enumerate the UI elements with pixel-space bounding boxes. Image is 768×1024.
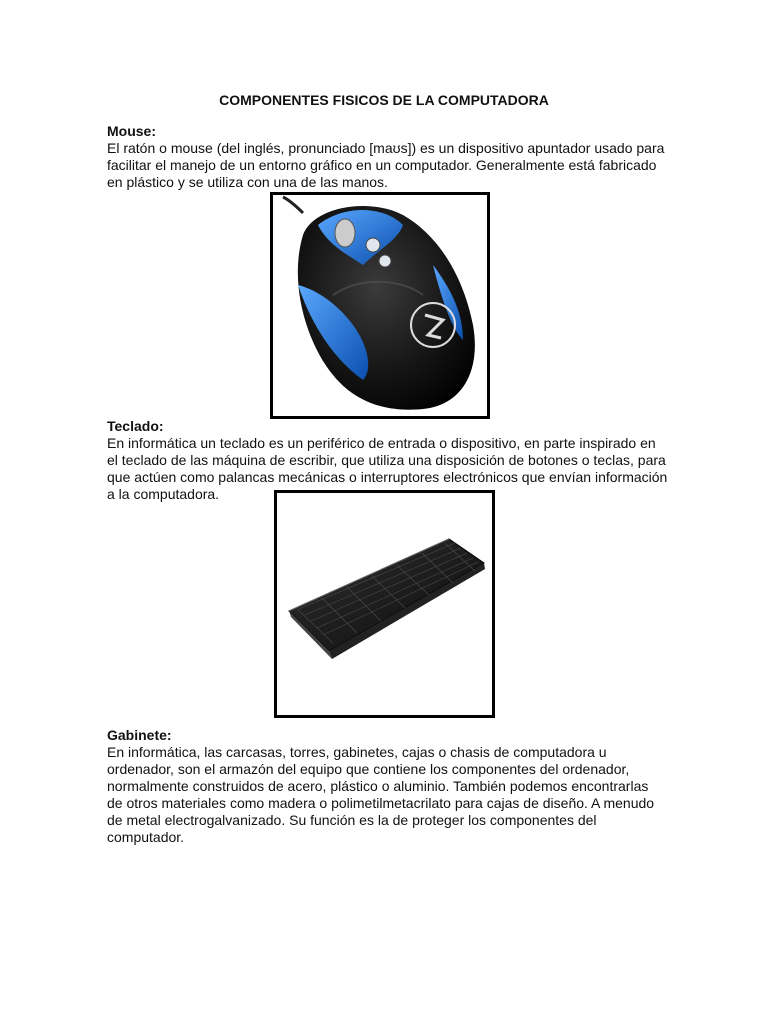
text-line: normalmente construidos de acero, plástico o aluminio. También podemos encontrarlas [107,778,649,794]
text-line: ordenador, son el armazón del equipo que contiene los componentes del ordenador, [107,761,630,777]
text-line: En informática un teclado es un periférico de entrada o dispositivo, en parte inspirado en [107,435,656,451]
section-text-mouse [107,140,667,191]
text-line: que actúen como palancas mecánicas o interruptores electrónicos que envían información [107,469,668,485]
text-line: En informática, las carcasas, torres, gabinetes, cajas o chasis de computadora u [107,744,607,760]
section-text-case [107,744,667,846]
document-title: COMPONENTES FISICOS DE LA COMPUTADORA [219,92,549,108]
keyboard-photo [274,490,495,718]
text-line: el teclado de las máquina de escribir, que utiliza una disposición de botones o teclas, para [107,452,666,468]
text-line: en plástico y se utiliza con una de las manos. [107,174,388,190]
text-line: de metal electrogalvanizado. Su función es la de proteger los componentes del [107,812,597,828]
text-line: computador. [107,829,185,845]
mouse-illustration [273,195,487,416]
section-heading-mouse: Mouse: [107,123,156,139]
keyboard-illustration [277,493,492,715]
text-line: El ratón o mouse (del inglés, pronunciado [maʊs]) es un dispositivo apuntador usado para [107,140,665,156]
mouse-photo [270,192,490,419]
text-line: a la computadora. [107,486,220,502]
section-heading-case: Gabinete: [107,727,172,743]
text-line: de otros materiales como madera o polimetilmetacrilato para cajas de diseño. A menudo [107,795,655,811]
section-heading-keyboard: Teclado: [107,418,164,434]
text-line: facilitar el manejo de un entorno gráfico en un computador. Generalmente está fabricado [107,157,657,173]
